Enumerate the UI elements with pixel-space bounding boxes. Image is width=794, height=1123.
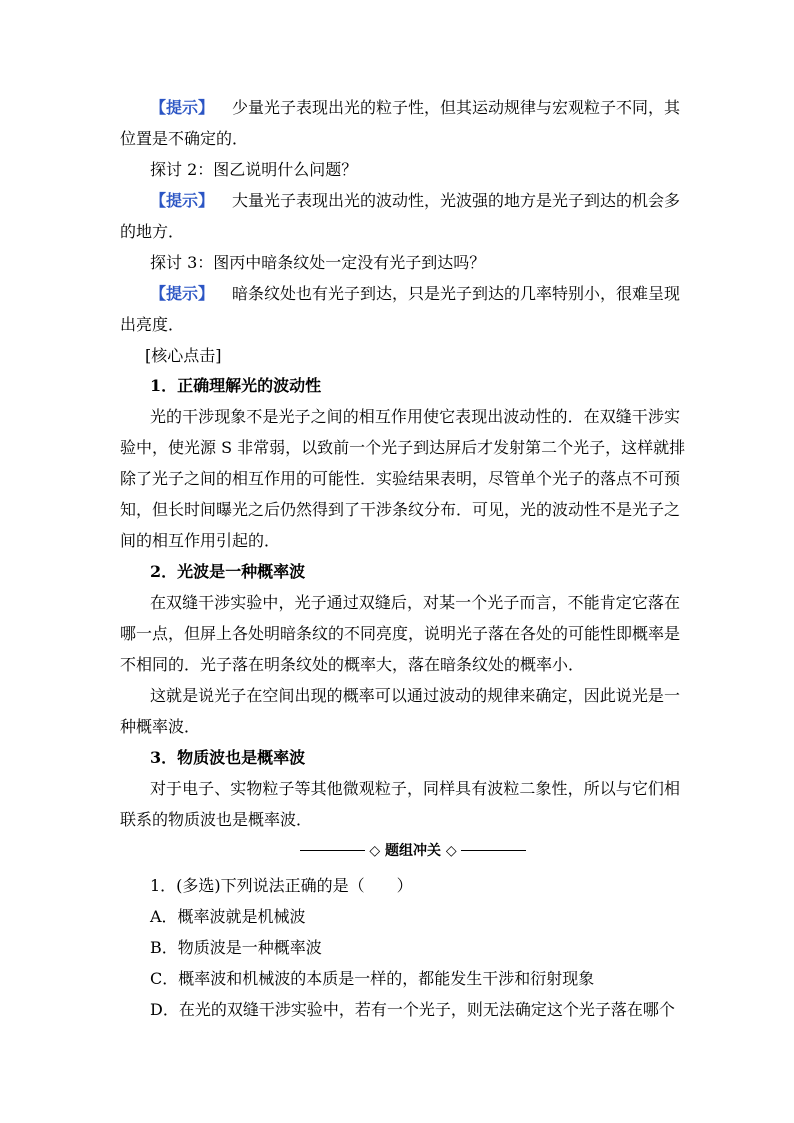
section-3-title: 3．物质波也是概率波	[150, 748, 306, 767]
section-1-line-3: 除了光子之间的相互作用的可能性．实验结果表明，尽管单个光子的落点不可预	[120, 469, 681, 488]
hint-2-line-2: 的地方．	[120, 222, 185, 241]
section-3-line-2: 联系的物质波也是概率波．	[120, 810, 313, 829]
section-2-line-1: 在双缝干涉实验中，光子通过双缝后，对某一个光子而言，不能肯定它落在	[150, 593, 680, 612]
section-2-line-4: 这就是说光子在空间出现的概率可以通过波动的规律来确定，因此说光是一	[150, 686, 680, 705]
divider-rule-left	[300, 850, 365, 851]
option-d: D．在光的双缝干涉实验中，若有一个光子，则无法确定这个光子落在哪个	[150, 1000, 675, 1019]
divider-label: ◇ 题组冲关 ◇	[369, 843, 457, 859]
section-1-line-5: 间的相互作用引起的．	[120, 531, 281, 550]
hint-3-line-1: 【提示】 暗条纹处也有光子到达，只是光子到达的几率特别小，很难呈现	[150, 284, 681, 303]
section-3-line-1: 对于电子、实物粒子等其他微观粒子，同样具有波粒二象性，所以与它们相	[150, 779, 680, 798]
section-2-line-3: 不相同的．光子落在明条纹处的概率大，落在暗条纹处的概率小．	[120, 655, 585, 674]
section-2-title: 2．光波是一种概率波	[150, 562, 306, 581]
option-b: B．物质波是一种概率波	[150, 938, 322, 957]
question-stem: 1．(多选)下列说法正确的是（ ）	[150, 876, 413, 895]
discussion-3: 探讨 3：图丙中暗条纹处一定没有光子到达吗？	[150, 253, 486, 272]
hint-3-line-2: 出亮度．	[120, 315, 185, 334]
core-heading: [核心点击]	[145, 346, 222, 365]
hint-label: 【提示】	[150, 191, 215, 210]
option-a: A．概率波就是机械波	[150, 907, 306, 926]
section-1-line-4: 知，但长时间曝光之后仍然得到了干涉条纹分布．可见，光的波动性不是光子之	[120, 500, 681, 519]
section-1-line-2: 验中，使光源 S 非常弱，以致前一个光子到达屏后才发射第二个光子，这样就排	[120, 438, 686, 457]
divider-rule-right	[461, 850, 526, 851]
hint-label: 【提示】	[150, 98, 215, 117]
section-1-title: 1．正确理解光的波动性	[150, 376, 322, 395]
section-2-line-2: 哪一点，但屏上各处明暗条纹的不同亮度，说明光子落在各处的可能性即概率是	[120, 624, 681, 643]
hint-2-line-1: 【提示】 大量光子表现出光的波动性，光波强的地方是光子到达的机会多	[150, 191, 681, 210]
discussion-2: 探讨 2：图乙说明什么问题？	[150, 160, 358, 179]
exercise-divider	[300, 840, 526, 860]
hint-label: 【提示】	[150, 284, 215, 303]
section-2-line-5: 种概率波．	[120, 717, 201, 736]
hint-1-line-1: 【提示】 少量光子表现出光的粒子性，但其运动规律与宏观粒子不同，其	[150, 98, 681, 117]
section-1-line-1: 光的干涉现象不是光子之间的相互作用使它表现出波动性的．在双缝干涉实	[150, 407, 680, 426]
hint-1-line-2: 位置是不确定的．	[120, 129, 249, 148]
option-c: C．概率波和机械波的本质是一样的，都能发生干涉和衍射现象	[150, 969, 595, 988]
